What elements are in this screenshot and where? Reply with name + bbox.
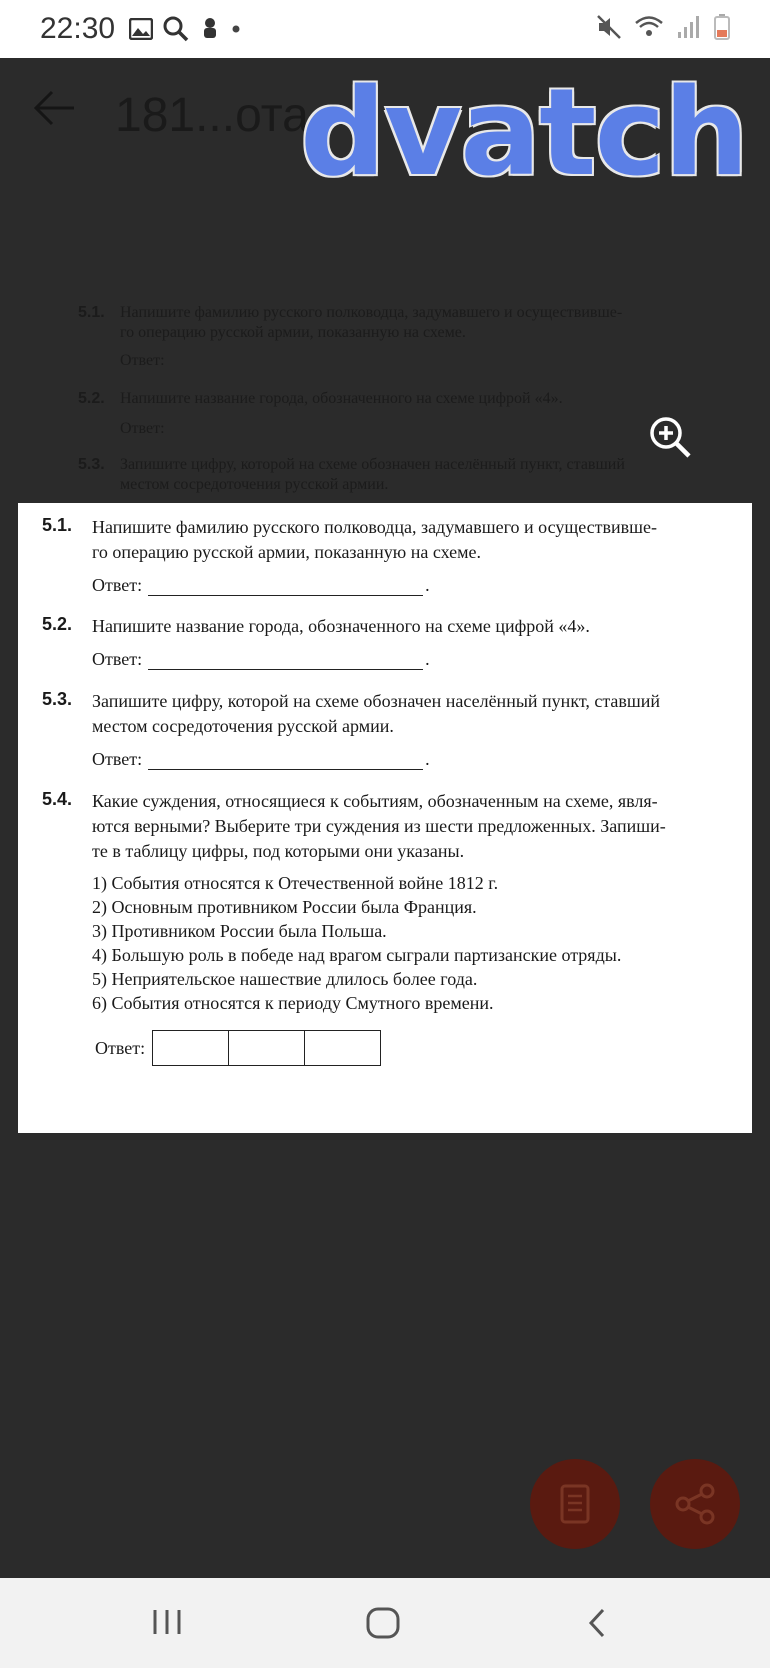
- notification-icons: [129, 16, 251, 42]
- answer-row: [92, 575, 430, 596]
- answer-dot: .: [425, 649, 430, 669]
- status-bar: [0, 0, 770, 58]
- recent-apps-icon[interactable]: [150, 1606, 184, 1638]
- bg-q2-line1: Напишите название города, обозначенного на схеме цифрой «4».: [120, 390, 563, 407]
- answer-line: [148, 651, 423, 670]
- question-line: го операцию русской армии, показанную на схеме.: [92, 542, 482, 562]
- nav-back-icon[interactable]: [585, 1606, 609, 1640]
- question-line: те в таблицу цифры, под которыми они указаны.: [92, 841, 465, 861]
- watermark-logo: dvatch: [300, 64, 748, 203]
- answer-label: Ответ:: [92, 575, 143, 595]
- bg-q2-num: 5.2.: [78, 390, 105, 407]
- gallery-icon: [129, 18, 153, 40]
- bg-q3-line2: местом сосредоточения русской армии.: [120, 476, 389, 493]
- question-line: ются верными? Выберите три суждения из шести предложенных. Запиши-: [92, 816, 666, 836]
- question-number: 5.3.: [42, 689, 73, 709]
- options-list: [92, 871, 621, 1015]
- option-item: 1) События относятся к Отечественной войне 1812 г.: [92, 873, 499, 893]
- bg-q1-line1: Напишите фамилию русского полководца, задумавшего и осуществивше-: [120, 304, 623, 321]
- system-status-icons: [584, 14, 730, 40]
- question-line: Запишите цифру, которой на схеме обозначен населённый пункт, ставший: [92, 691, 661, 711]
- question-line: Напишите название города, обозначенного на схеме цифрой «4».: [92, 616, 590, 636]
- answer-cell: [229, 1031, 305, 1065]
- mute-icon: [596, 14, 622, 40]
- wifi-icon: [634, 14, 664, 40]
- question-text: [92, 689, 742, 739]
- option-item: 5) Неприятельское нашествие длилось более года.: [92, 969, 478, 989]
- bg-q3-num: 5.3.: [78, 456, 105, 473]
- answer-label: Ответ:: [92, 749, 143, 769]
- document-icon: [558, 1484, 592, 1524]
- option-item: 3) Противником России была Польша.: [92, 921, 387, 941]
- home-icon[interactable]: [365, 1606, 401, 1640]
- document-button[interactable]: [530, 1459, 620, 1549]
- dot-icon: [231, 24, 241, 34]
- question-number: 5.2.: [42, 614, 73, 634]
- question-text: [92, 515, 742, 565]
- back-arrow-icon[interactable]: [30, 88, 76, 128]
- share-icon: [673, 1482, 717, 1526]
- answer-line: [148, 751, 423, 770]
- answer-row: [92, 649, 430, 670]
- usb-debug-icon: [199, 16, 221, 42]
- answer-cell: [305, 1031, 380, 1065]
- answer-table: [152, 1030, 381, 1066]
- bg-q3-line1: Запишите цифру, которой на схеме обозначен населённый пункт, ставший: [120, 456, 625, 473]
- bg-q1-answer: Ответ:: [120, 352, 165, 369]
- question-line: местом сосредоточения русской армии.: [92, 716, 394, 736]
- status-time: 22:30: [40, 12, 116, 45]
- question-line: Напишите фамилию русского полководца, задумавшего и осуществивше-: [92, 517, 657, 537]
- answer-cell: [153, 1031, 229, 1065]
- question-text: [92, 614, 742, 639]
- answer-label: Ответ:: [95, 1038, 146, 1058]
- bg-q1-num: 5.1.: [78, 304, 105, 321]
- bg-q1-line2: го операцию русской армии, показанную на схеме.: [120, 324, 466, 341]
- document-image: [18, 503, 752, 1133]
- question-number: 5.1.: [42, 515, 73, 535]
- option-item: 6) События относятся к периоду Смутного времени.: [92, 993, 494, 1013]
- signal-icon: [676, 14, 702, 40]
- system-nav-bar: [0, 1578, 770, 1668]
- option-item: 4) Большую роль в победе над врагом сыграли партизанские отряды.: [92, 945, 622, 965]
- option-item: 2) Основным противником России была Франция.: [92, 897, 477, 917]
- battery-icon: [714, 14, 730, 40]
- app-bar: [0, 58, 770, 203]
- answer-label: Ответ:: [92, 649, 143, 669]
- share-button[interactable]: [650, 1459, 740, 1549]
- bg-q2-answer: Ответ:: [120, 420, 165, 437]
- question-number: 5.4.: [42, 789, 73, 809]
- search-icon: [163, 16, 189, 42]
- answer-line: [148, 577, 423, 596]
- zoom-in-icon[interactable]: [648, 415, 692, 459]
- question-text: [92, 789, 742, 864]
- question-line: Какие суждения, относящиеся к событиям, обозначенным на схеме, явля-: [92, 791, 658, 811]
- answer-dot: .: [425, 575, 430, 595]
- document-title: 181...ота: [115, 89, 309, 142]
- answer-dot: .: [425, 749, 430, 769]
- answer-row: [92, 749, 430, 770]
